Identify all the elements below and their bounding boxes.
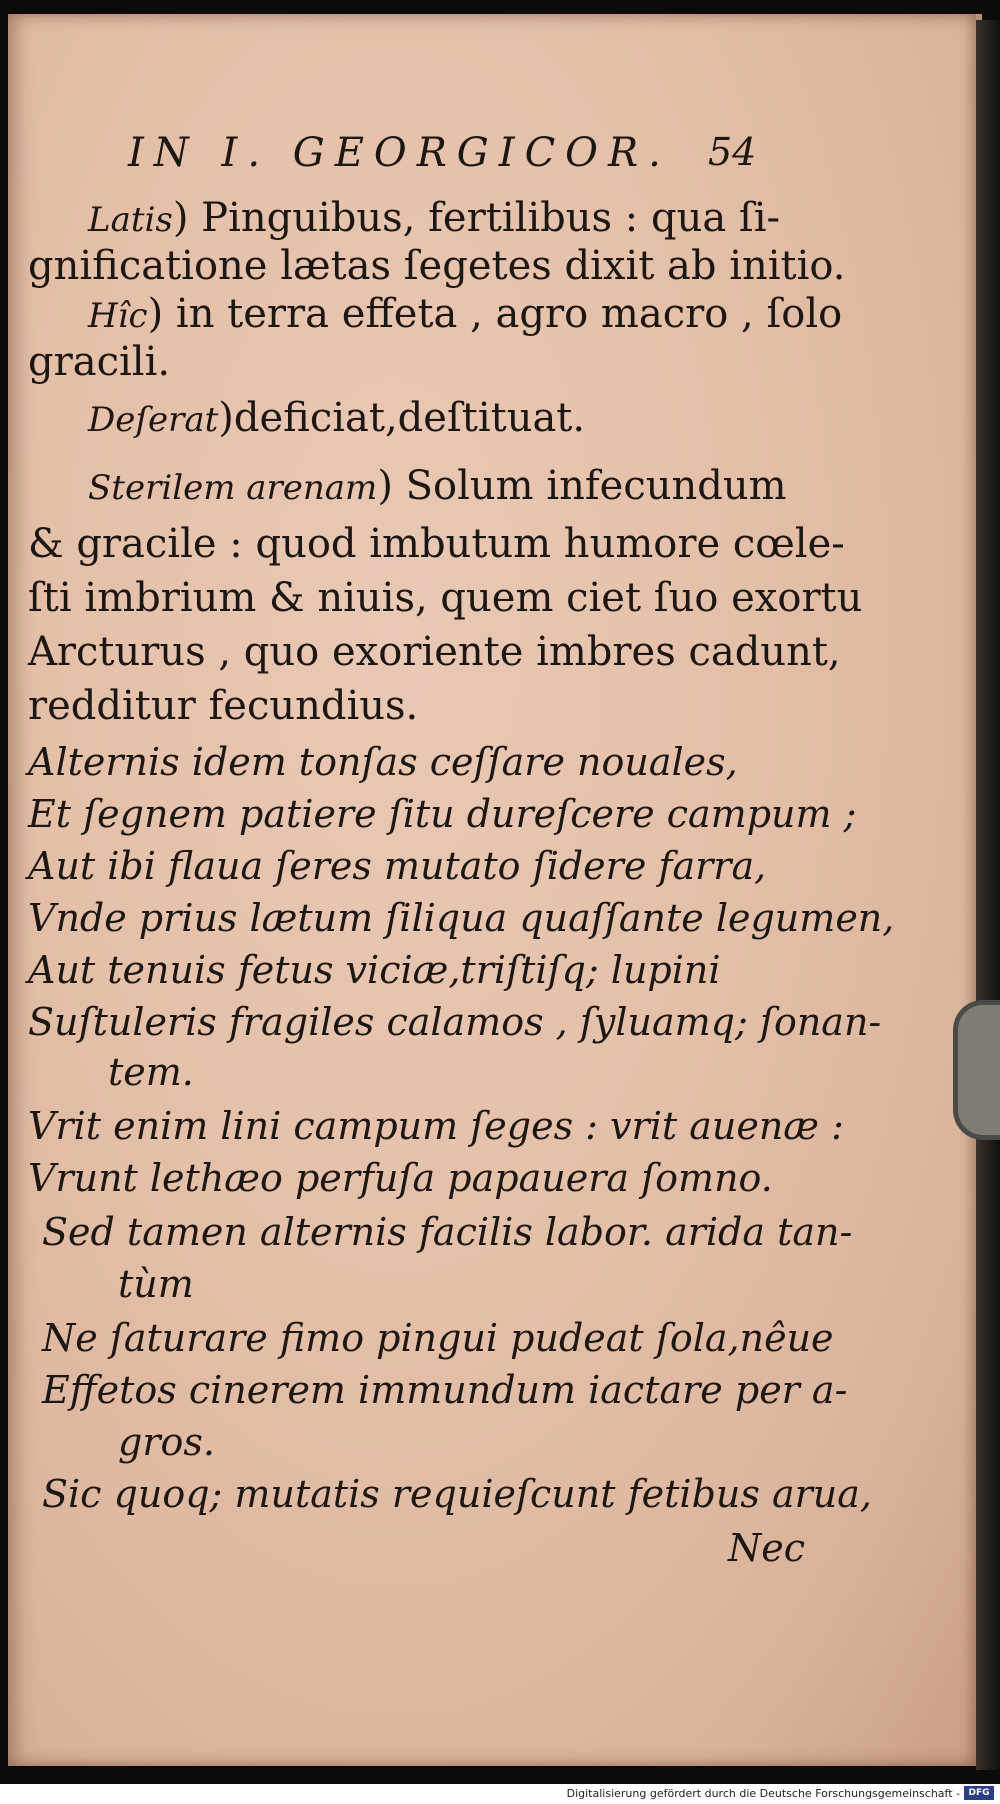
- page-clip: [953, 1000, 1000, 1140]
- commentary-line: & gracile : quod imbutum humore cœle-: [28, 521, 845, 567]
- dfg-logo: DFG: [964, 1786, 994, 1800]
- lemma: Hîc: [88, 296, 148, 336]
- commentary-line: Latis) Pinguibus, fertilibus : qua ſi-: [88, 195, 781, 241]
- page-text: [8, 14, 976, 1766]
- funding-credit: Digitalisierung gefördert durch die Deutsche Forschungsgemeinschaft -: [566, 1787, 960, 1800]
- footer-bar: [0, 1784, 1000, 1804]
- verse-line: Sic quoq; mutatis requieſcunt fetibus arua,: [42, 1472, 872, 1516]
- commentary-line: redditur fecundius.: [28, 683, 419, 729]
- verse-line: Vrit enim lini campum ſeges : vrit auenæ :: [28, 1104, 844, 1148]
- commentary-line: gnificatione lætas ſegetes dixit ab initio.: [28, 243, 846, 289]
- verse-line: Aut tenuis fetus viciæ,triſtiſq; lupini: [28, 948, 721, 992]
- verse-line: tem.: [108, 1050, 194, 1094]
- binding-edge: [976, 20, 1000, 1770]
- commentary-line: Deſerat)deficiat,deſtituat.: [88, 395, 586, 441]
- verse-line: tùm: [118, 1262, 194, 1306]
- verse-line: Et ſegnem patiere ſitu dureſcere campum ;: [28, 792, 857, 836]
- verse-line: Ne ſaturare fimo pingui pudeat ſola,nêue: [42, 1316, 834, 1360]
- lemma: Latis: [88, 200, 173, 240]
- commentary-line: gracili.: [28, 339, 171, 385]
- commentary-line: Arcturus , quo exoriente imbres cadunt,: [28, 629, 841, 675]
- commentary-line: ſti imbrium & niuis, quem ciet ſuo exortu: [28, 575, 863, 621]
- lemma: Deſerat: [88, 400, 219, 440]
- verse-line: Effetos cinerem immundum iactare per a-: [42, 1368, 848, 1412]
- book-page: [8, 14, 982, 1766]
- verse-line: Suſtuleris fragiles calamos , ſyluamq; ſonan-: [28, 1000, 882, 1044]
- lemma: Sterilem arenam: [88, 468, 378, 508]
- page-number: 54: [708, 130, 757, 174]
- commentary-line: Sterilem arenam) Solum infecundum: [88, 463, 787, 509]
- running-title: IN I. GEORGICOR.: [128, 130, 671, 176]
- catchword: Nec: [728, 1526, 806, 1570]
- verse-line: Sed tamen alternis facilis labor. arida tan-: [42, 1210, 853, 1254]
- verse-line: Alternis idem tonſas ceſſare nouales,: [28, 740, 738, 784]
- verse-line: gros.: [118, 1420, 215, 1464]
- verse-line: Vrunt lethæo perfuſa papauera ſomno.: [28, 1156, 773, 1200]
- verse-line: Vnde prius lætum ſiliqua quaſſante legumen,: [28, 896, 895, 940]
- commentary-line: Hîc) in terra effeta , agro macro , ſolo: [88, 291, 843, 337]
- verse-line: Aut ibi flaua ſeres mutato ſidere farra,: [28, 844, 767, 888]
